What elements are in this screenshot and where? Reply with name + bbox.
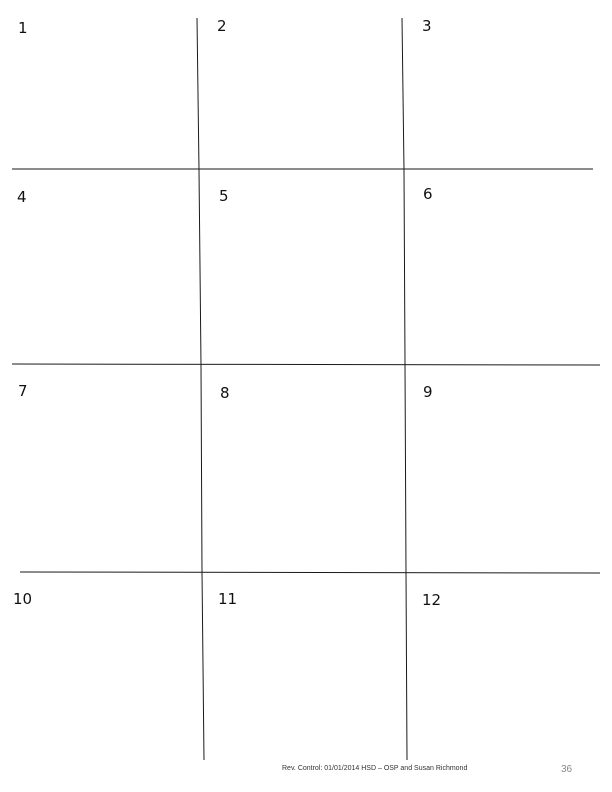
cell-number-9: 9 [423, 383, 433, 401]
cell-number-8: 8 [220, 384, 230, 402]
cell-number-7: 7 [18, 382, 28, 400]
page-number: 36 [561, 764, 573, 775]
cell-number-6: 6 [423, 185, 433, 203]
vertical-rule-1 [197, 18, 204, 760]
cell-number-2: 2 [217, 17, 227, 35]
cell-number-3: 3 [422, 17, 432, 35]
horizontal-rule-3 [20, 572, 600, 573]
cell-number-11: 11 [218, 590, 238, 608]
vertical-rule-2 [402, 18, 407, 760]
cell-number-4: 4 [17, 188, 27, 206]
cell-number-12: 12 [422, 591, 442, 609]
horizontal-rule-2 [12, 364, 600, 365]
cell-number-1: 1 [18, 19, 28, 37]
cell-number-10: 10 [13, 590, 33, 608]
rev-control-footer: Rev. Control: 01/01/2014 HSD – OSP and Susan Richmond [282, 765, 468, 772]
cell-number-5: 5 [219, 187, 229, 205]
